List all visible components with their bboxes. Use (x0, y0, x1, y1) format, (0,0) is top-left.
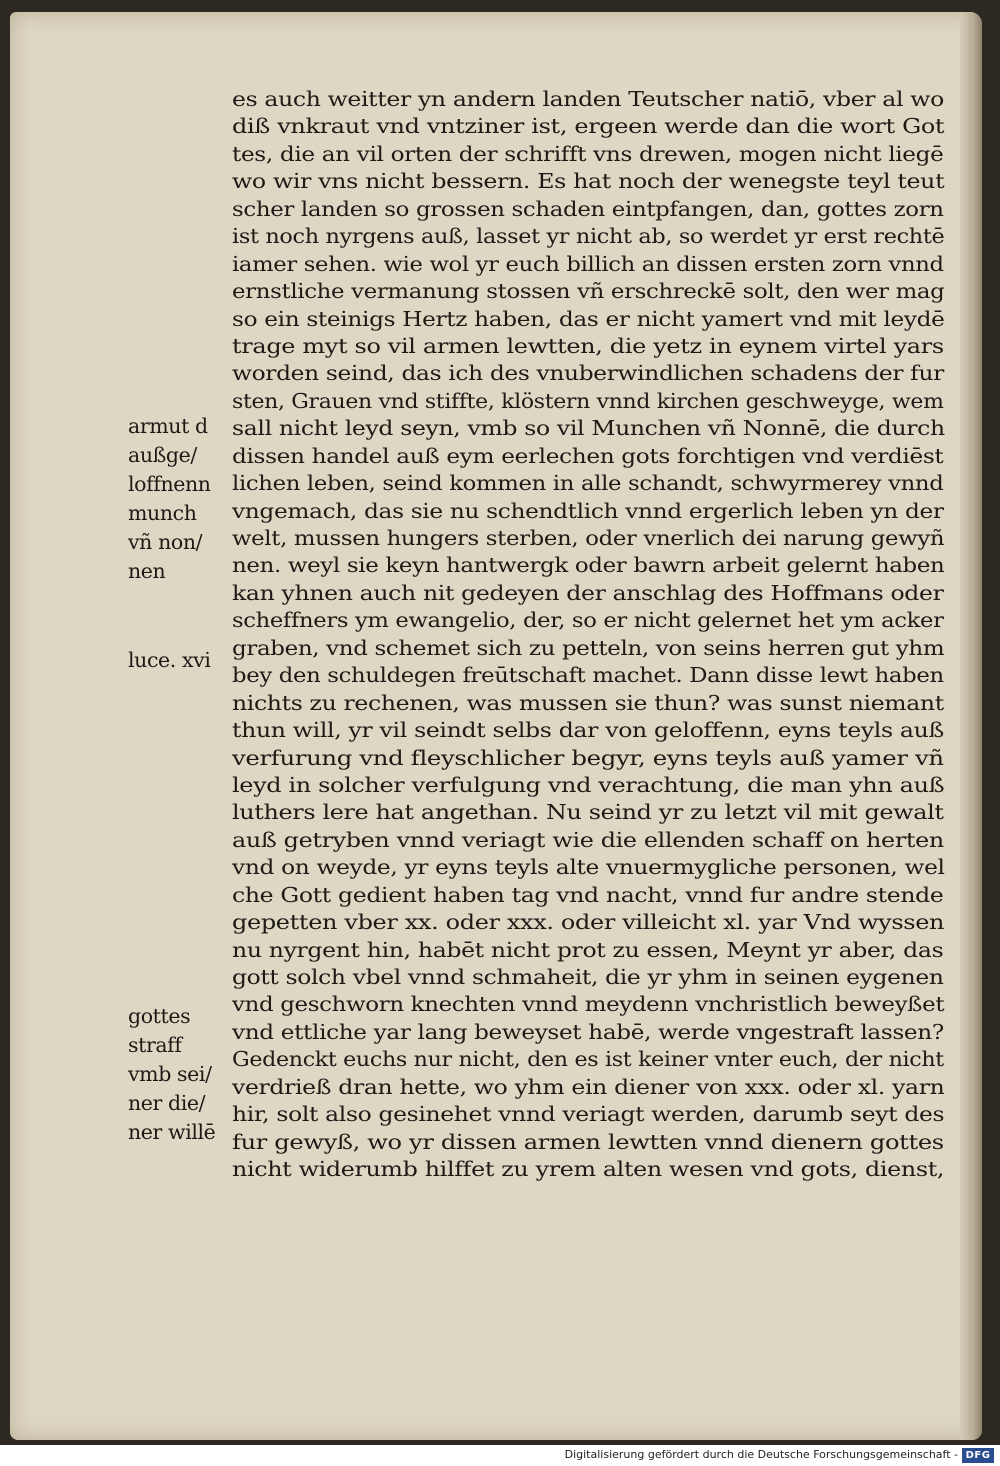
text-line: vngemach, das sie nu schendtlich vnnd ergerlich leben yn der (232, 498, 944, 523)
text-line: welt, mussen hungers sterben, oder vnerlich dei narung gewyñ (232, 526, 945, 550)
text-line: nicht widerumb hilffet zu yrem alten wesen vnd gots, dienst, (232, 1157, 945, 1182)
text-line: es auch weitter yn andern landen Teutscher natiō, vber al wo (232, 87, 944, 111)
text-line: che Gott gedient haben tag vnd nacht, vnnd fur andre stende (232, 882, 944, 907)
text-line: vnd on weyde, yr eyns teyls alte vnuermygliche personen, wel (232, 855, 945, 880)
main-text-block (232, 86, 944, 1184)
margin-note-line: straff (128, 1033, 182, 1057)
text-line: worden seind, das ich des vnuberwindlichen schadens der fur (232, 361, 944, 386)
margin-note-armut (128, 412, 240, 586)
text-line: verdrieß dran hette, wo yhm ein diener von xxx. oder xl. yarn (232, 1074, 945, 1099)
text-line: dissen handel auß eym eerlechen gots forchtigen vnd verdiēst (232, 443, 944, 468)
text-line: graben, vnd schemet sich zu petteln, von seins herren gut yhm (232, 635, 945, 660)
margin-note-line: gottes (128, 1004, 191, 1028)
text-line: nu nyrgent hin, habēt nicht prot zu essen, Meynt yr aber, das (232, 937, 944, 962)
margin-note-line: munch (128, 501, 197, 525)
text-line: luthers lere hat angethan. Nu seind yr zu letzt vil mit gewalt (232, 800, 944, 825)
text-line: iamer sehen. wie wol yr euch billich an dissen ersten zorn vnnd (232, 251, 944, 276)
text-line: ernstliche vermanung stossen vñ erschreckē solt, den wer mag (232, 279, 945, 304)
margin-note-line: loffnenn (128, 472, 211, 496)
margin-note-line: armut d (128, 414, 208, 438)
text-line: gepetten vber xx. oder xxx. oder villeicht xl. yar Vnd wyssen (232, 910, 945, 935)
text-line: leyd in solcher verfulgung vnd verachtung, die man yhn auß (232, 772, 945, 797)
text-line: diß vnkraut vnd vntziner ist, ergeen werde dan die wort Got (232, 114, 945, 139)
text-line: Gedenckt euchs nur nicht, den es ist keiner vnter euch, der nicht (232, 1047, 944, 1072)
text-line: nen. weyl sie keyn hantwergk oder bawrn arbeit gelernt haben (232, 553, 945, 578)
text-line: vnd geschworn knechten vnnd meydenn vnchristlich beweyßet (232, 992, 945, 1017)
text-line: verfurung vnd fleyschlicher begyr, eyns teyls auß yamer vñ (232, 745, 944, 770)
text-line: tes, die an vil orten der schrifft vns drewen, mogen nicht liegē (232, 141, 944, 166)
margin-note-line: ner willē (128, 1120, 216, 1144)
text-line: so ein steinigs Hertz haben, das er nicht yamert vnd mit leydē (232, 306, 945, 331)
text-line: scher landen so grossen schaden eintpfangen, dan, gottes zorn (232, 196, 944, 221)
text-line: gott solch vbel vnnd schmaheit, die yr yhm in seinen eygenen (232, 965, 944, 989)
text-line: vnd ettliche yar lang beweyset habē, werde vngestraft lassen? (232, 1019, 944, 1044)
text-line: scheffners ym ewangelio, der, so er nicht gelernet het ym acker (232, 608, 944, 633)
text-line: kan yhnen auch nit gedeyen der anschlag des Hoffmans oder (232, 580, 944, 605)
text-line: lichen leben, seind kommen in alle schandt, schwyrmerey vnnd (232, 471, 944, 496)
margin-note-luce (128, 646, 240, 675)
text-line: sall nicht leyd seyn, vmb so vil Munchen vñ Nonnē, die durch (232, 416, 945, 441)
dfg-logo: DFG (962, 1448, 994, 1463)
text-line: hir, solt also gesinehet vnnd veriagt werden, darumb seyt des (232, 1102, 945, 1127)
margin-note-line: vmb sei/ (128, 1062, 212, 1086)
text-line: auß getryben vnnd veriagt wie die ellenden schaff on herten (232, 827, 944, 852)
text-line: bey den schuldegen freūtschaft machet. Dann disse lewt haben (232, 663, 944, 688)
margin-note-line: nen (128, 559, 166, 583)
margin-note-line: ner die/ (128, 1091, 206, 1115)
text-line: thun will, yr vil seindt selbs dar von geloffenn, eyns teyls auß (232, 718, 944, 743)
text-line: fur gewyß, wo yr dissen armen lewtten vnnd dienern gottes (232, 1129, 944, 1154)
text-line: trage myt so vil armen lewtten, die yetz in eynem virtel yars (232, 333, 944, 358)
margin-note-gottes-straff (128, 1002, 240, 1147)
text-line: wo wir vns nicht bessern. Es hat noch der wenegste teyl teut (232, 169, 945, 194)
text-line: nichts zu rechenen, was mussen sie thun? was sunst niemant (232, 690, 944, 715)
margin-note-line: luce. xvi (128, 648, 211, 672)
footer-credit: Digitalisierung gefördert durch die Deutsche Forschungsgemeinschaft - (564, 1448, 958, 1461)
text-line: ist noch nyrgens auß, lasset yr nicht ab, so werdet yr erst rechtē (232, 224, 945, 249)
text-line: sten, Grauen vnd stiffte, klöstern vnnd kirchen geschweyge, wem (232, 388, 944, 413)
margin-note-line: außge/ (128, 443, 197, 467)
margin-note-line: vñ non/ (128, 530, 203, 554)
footer-bar (0, 1445, 1000, 1466)
